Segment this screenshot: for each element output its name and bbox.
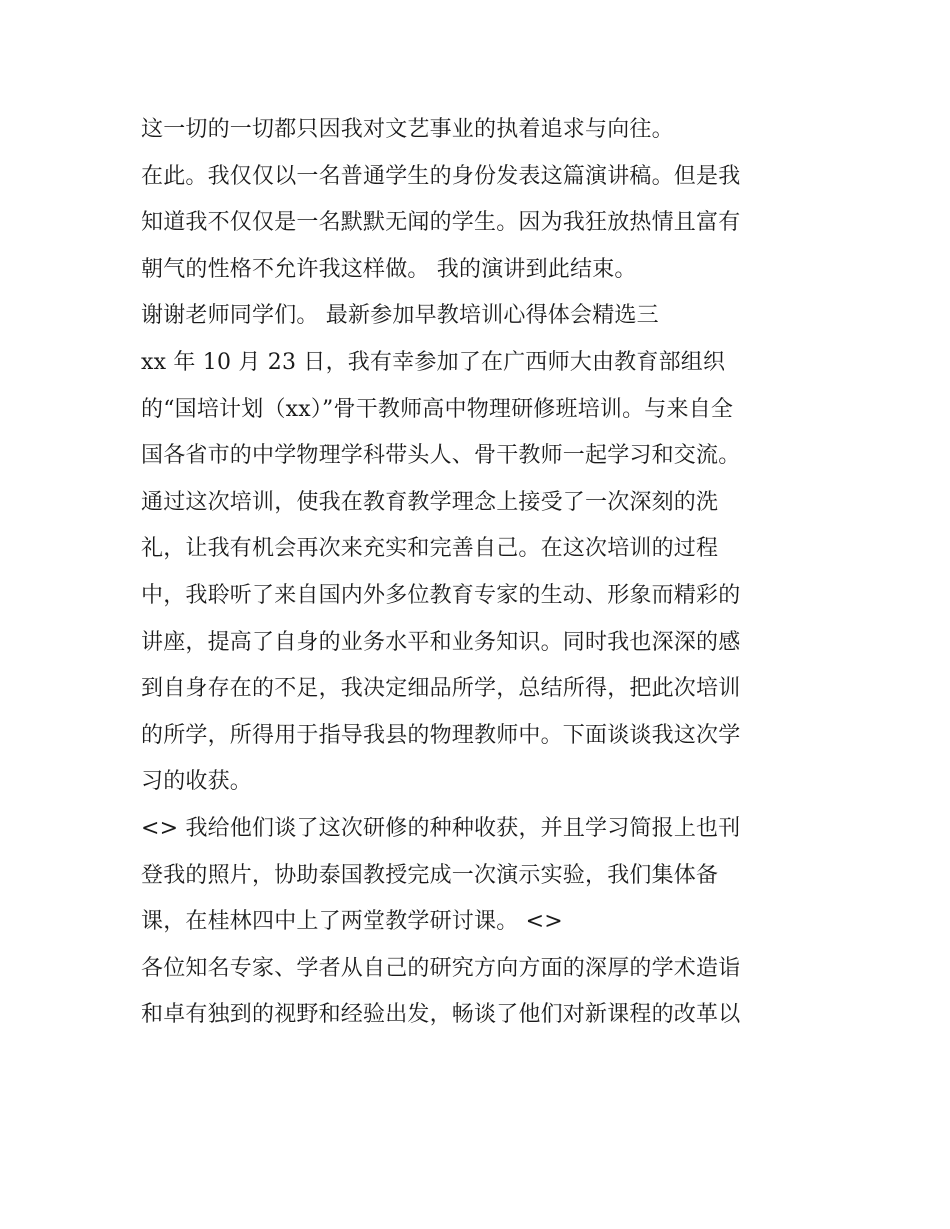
body-text <box>141 107 821 1039</box>
text-line: 通过这次培训，使我在教育教学理念上接受了一次深刻的洗 <box>141 489 719 515</box>
text-line: 各位知名专家、学者从自己的研究方向方面的深厚的学术造诣 <box>141 955 741 981</box>
text-line: 课，在桂林四中上了两堂教学研讨课。 <> <box>141 909 563 935</box>
text-line: 的“国培计划（xx）”骨干教师高中物理研修班培训。与来自全 <box>141 396 734 422</box>
text-line: 到自身存在的不足，我决定细品所学，总结所得，把此次培训 <box>141 676 741 702</box>
text-line: 的所学，所得用于指导我县的物理教师中。下面谈谈我这次学 <box>141 722 741 748</box>
text-line: 和卓有独到的视野和经验出发，畅谈了他们对新课程的改革以 <box>141 1002 741 1028</box>
text-line: 中，我聆听了来自国内外多位教育专家的生动、形象而精彩的 <box>141 582 741 608</box>
text-line: 谢谢老师同学们。 最新参加早教培训心得体会精选三 <box>141 303 659 329</box>
text-line: 习的收获。 <box>141 769 253 795</box>
text-line: <> 我给他们谈了这次研修的种种收获，并且学习简报上也刊 <box>141 815 741 841</box>
text-line: 国各省市的中学物理学科带头人、骨干教师一起学习和交流。 <box>141 443 741 469</box>
text-line: 这一切的一切都只因我对文艺事业的执着追求与向往。 <box>141 117 674 142</box>
text-line: 礼，让我有机会再次来充实和完善自己。在这次培训的过程 <box>141 536 719 562</box>
text-line: 知道我不仅仅是一名默默无闻的学生。因为我狂放热情且富有 <box>141 210 741 236</box>
text-line: 登我的照片，协助泰国教授完成一次演示实验，我们集体备 <box>141 862 719 888</box>
text-line: 朝气的性格不允许我这样做。 我的演讲到此结束。 <box>141 256 637 282</box>
text-line: 在此。我仅仅以一名普通学生的身份发表这篇演讲稿。但是我 <box>141 163 741 189</box>
text-line: xx 年 10 月 23 日，我有幸参加了在广西师大由教育部组织 <box>141 349 726 375</box>
text-line: 讲座，提高了自身的业务水平和业务知识。同时我也深深的感 <box>141 629 741 655</box>
